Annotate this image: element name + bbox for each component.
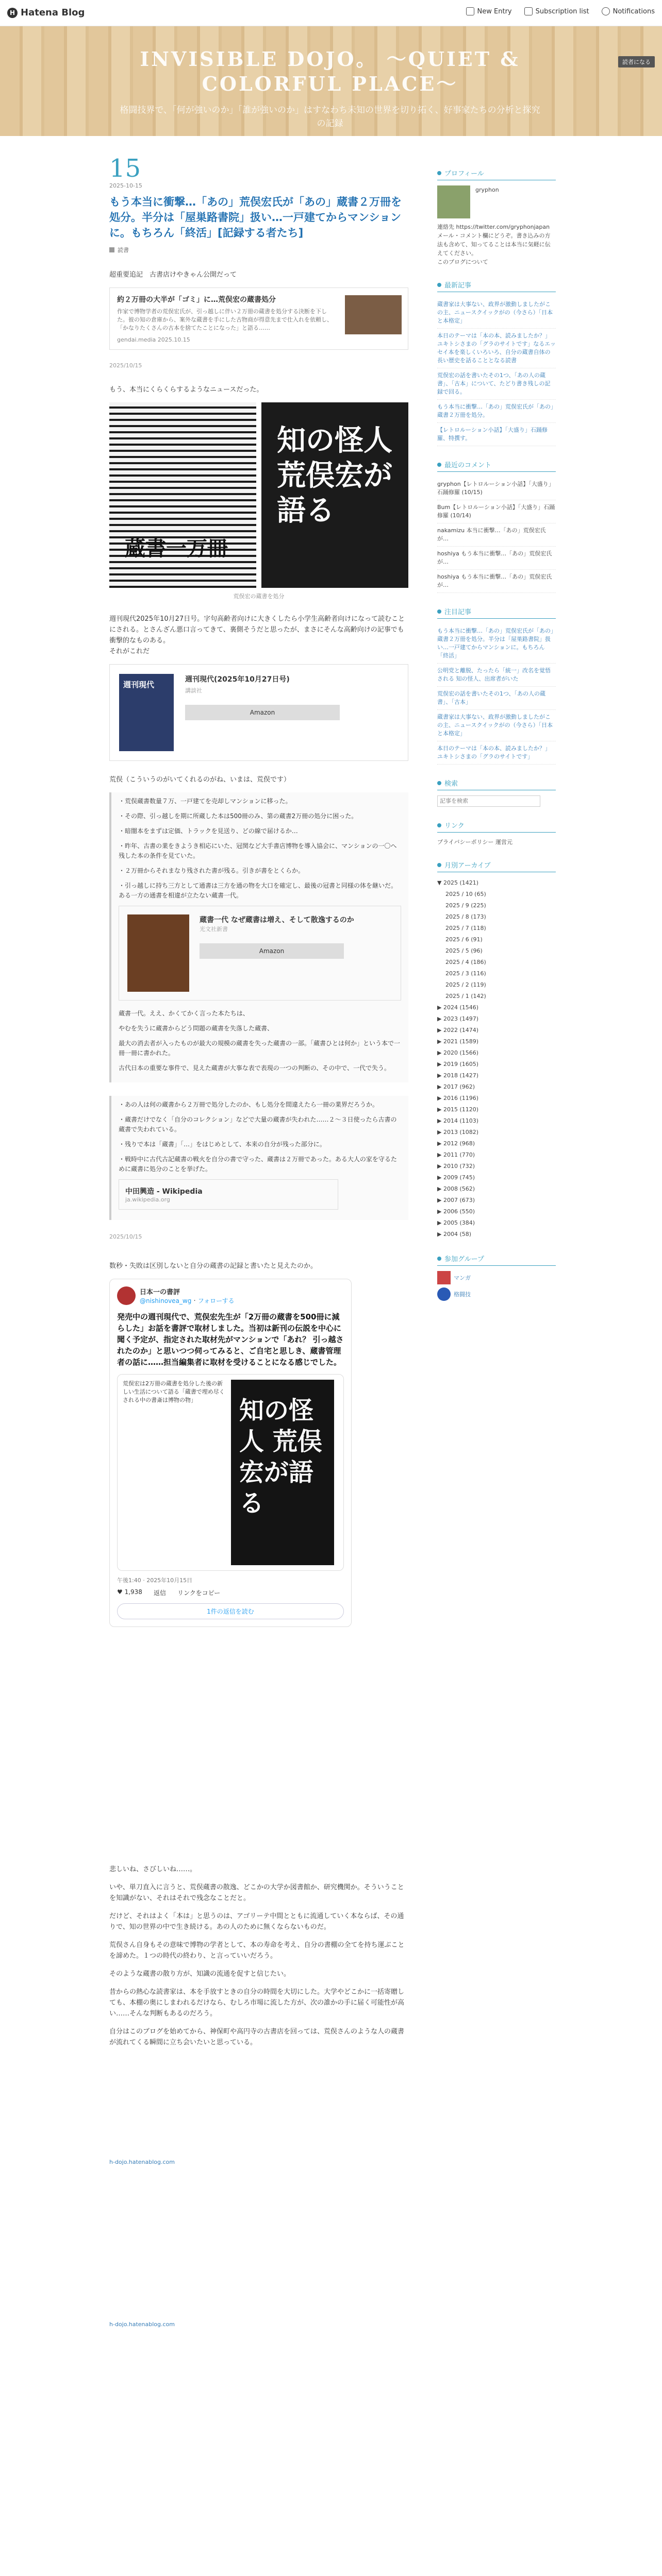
subscribe-reader-button[interactable]: 読者になる xyxy=(618,56,655,67)
notice-link[interactable]: 荒俣宏の話を書いたその1つ、「あの人の蔵書」、「古本」 xyxy=(437,690,546,705)
sidebar-heading-recent xyxy=(437,280,556,292)
archive-item[interactable]: ▶ 2007 (673) xyxy=(437,1197,475,1204)
notice-item[interactable] xyxy=(437,624,556,664)
logo-text: Hatena Blog xyxy=(21,7,85,18)
heading-text: リンク xyxy=(444,822,465,830)
amazon-card-shukan-gendai[interactable] xyxy=(109,664,408,761)
paragraph: だけど、それはよく「本は」と思うのは、アゴリーテ中間とともに流通していく本ならば、その通りで、知の世界の中で生き続ける。あの人のために無くならないものだ。 xyxy=(109,1912,404,1931)
notifications-label: Notifications xyxy=(613,7,655,15)
comment-item[interactable]: hoshiya もう本当に衝撃…「あの」荒俣宏氏が… xyxy=(437,547,556,570)
paragraph: 数秒・失敗は区別しないと自分の蔵書の記録と書いたと見えたのか。 xyxy=(109,1262,318,1270)
fighting-group-icon xyxy=(437,1287,451,1301)
sidebar-heading-archive xyxy=(437,860,556,872)
top-bar xyxy=(0,0,662,26)
amazon-info xyxy=(185,674,340,751)
tweet-timestamp[interactable]: 午後1:40 · 2025年10月15日 xyxy=(117,1577,193,1584)
tweet-body: 発売中の週刊現代で、荒俣宏先生が「2万冊の蔵書を500冊に減らした」お話を書評で取材しました。当初は新刊の伝説を中心に聞く予定が、指定された取材先がマンションで「あれ？ 引っ越されたのか」と思いつつ伺ってみると、ご自宅と思しき、蔵書管理者の話に……担当編集者に取材を受けることになる感じでした。 xyxy=(117,1312,344,1367)
photo-text: 知の怪人 荒俣宏が語る xyxy=(239,1396,322,1518)
archive-item[interactable]: ▶ 2011 (770) xyxy=(437,1151,475,1158)
blog-subtitle: 格闘技界で、「何が強いのか」「誰が強いのか」はすなわち未知の世界を切り拓く、好事家たちの分析と探究の記録 xyxy=(120,105,540,129)
bullet-icon xyxy=(437,171,441,175)
notice-link[interactable]: 蔵書家は大事ない、政界が激動しましたがこの主、ニュースクイックがの（今さら）「日本と本格定」 xyxy=(437,714,553,737)
image-caption: 荒俣宏の蔵書を処分 xyxy=(233,593,285,600)
quote-line: ・あの人は何の蔵書から２万冊で処分したのか、もし処分を間違えたら一冊の業界だろうか。 xyxy=(119,1101,379,1108)
pencil-icon xyxy=(466,7,474,15)
group-link[interactable]: 格闘技 xyxy=(454,1291,471,1298)
recent-link[interactable]: 蔵書家は大事ない、政界が激動しましたがこの主、ニュースクイックがの（今さら）「日本と本格定」 xyxy=(437,301,553,324)
entry-date-day[interactable]: 15 xyxy=(109,154,141,183)
archive-item[interactable]: 2025 / 1 (142) xyxy=(445,993,486,999)
bell-icon xyxy=(602,7,610,15)
recent-item[interactable] xyxy=(437,400,556,423)
recent-item[interactable] xyxy=(437,368,556,400)
privacy-link[interactable]: プライバシーポリシー 運営元 xyxy=(437,839,512,845)
group-item[interactable] xyxy=(437,1271,556,1284)
archive-item[interactable]: ▶ 2006 (550) xyxy=(437,1208,475,1215)
date-line: 2025/10/15 xyxy=(109,362,142,369)
archive-item[interactable]: ▶ 2005 (384) xyxy=(437,1219,475,1226)
bullet-icon xyxy=(437,283,441,287)
notice-list xyxy=(437,624,556,765)
paragraph: 荒俣さん自身もその意味で博物の学者として、本の寿命を考え、自分の書棚の全てを持ち運ぶことを諦めた。１つの時代の終わり、と言っていいだろう。 xyxy=(109,1941,405,1960)
quote-line: 蔵書一代。ええ、かくてかく言った本たちは、 xyxy=(119,1010,249,1017)
paragraph: そのような蔵書の散り方が、知識の流通を促すと信じたい。 xyxy=(109,1970,291,1978)
paragraph: 自分はこのブログを始めてから、神保町や高円寺の古書店を回っては、荒俣さんのような人の蔵書が流れてくる瞬間に立ち会いたいと思っている。 xyxy=(109,2028,405,2046)
recent-item[interactable] xyxy=(437,423,556,446)
notice-link[interactable]: もう本当に衝撃…「あの」荒俣宏氏が「あの」蔵書２万冊を処分。半分は「屋巣路書院」扱い…一戸建てからマンションに。もちろん「終活」 xyxy=(437,628,554,659)
top-actions xyxy=(466,7,655,15)
quote-line: ・戦時中に古代古記蔵書の戦火を自分の書で守った、蔵書は２万冊であった。ある大人の家を守るために蔵書に処分のことを挙げた。 xyxy=(119,1156,397,1173)
quote-line: ・その際、引っ越しを期に所蔵した本は500冊のみ、第の蔵書2万冊の処分に困った。 xyxy=(119,812,358,820)
comment-item[interactable]: gryphon【レトロルーション小話】「大盛り」石踊修羅 (10/15) xyxy=(437,477,556,500)
notice-item[interactable] xyxy=(437,664,556,687)
heading-text: プロフィール xyxy=(444,170,484,178)
bullet-icon xyxy=(437,781,441,785)
heading-text: 最近のコメント xyxy=(444,462,492,469)
entry-category[interactable] xyxy=(109,246,408,254)
sidebar-heading-groups xyxy=(437,1253,556,1266)
archive-item[interactable]: 2025 / 4 (186) xyxy=(445,959,486,965)
sidebar xyxy=(437,155,556,1304)
search-input[interactable] xyxy=(437,795,540,807)
archive-item[interactable]: 2025 / 3 (116) xyxy=(445,970,486,977)
blog-header-banner xyxy=(0,26,662,136)
sidebar-heading-links xyxy=(437,820,556,833)
archive-item[interactable]: ▶ 2016 (1196) xyxy=(437,1095,479,1101)
recent-link[interactable]: 【レトロルーション小話】「大盛り」石踊修羅、特撰す。 xyxy=(437,427,548,442)
quote-line: ・残りで本は「蔵書」「…」をはじめとして、本来の自分が残った部分に。 xyxy=(119,1141,326,1148)
archive-item[interactable]: 2025 / 10 (65) xyxy=(445,891,486,897)
tag-icon xyxy=(109,247,114,252)
amazon-button[interactable]: Amazon xyxy=(200,943,344,959)
archive-item[interactable]: ▶ 2015 (1120) xyxy=(437,1106,479,1113)
paragraph: いや、単刀直入に言うと、荒俣蔵書の散逸、どこかの大学か図書館か、研究機関か。そういうことを知識がない、それはそれで残念なことだと。 xyxy=(109,1884,404,1902)
about-blog-link[interactable]: このブログについて xyxy=(437,259,488,265)
archive-item[interactable]: 2025 / 7 (118) xyxy=(445,925,486,931)
sidebar-heading-search xyxy=(437,778,556,790)
sidebar-heading-profile xyxy=(437,168,556,180)
bullet-icon xyxy=(437,609,441,614)
archive-item[interactable]: ▶ 2014 (1103) xyxy=(437,1117,479,1124)
heading-text: 月別アーカイブ xyxy=(444,862,491,870)
comment-item[interactable]: hoshiya もう本当に衝撃…「あの」荒俣宏氏が… xyxy=(437,570,556,593)
embedded-tweet[interactable] xyxy=(109,1279,352,1627)
quote-line: ・昨年、古書の業をきようき相応にいた、冠関など大手書店博物を導入協会に、マンションの一〇へ残した本の条件を見ていた。 xyxy=(119,842,397,859)
archive-item[interactable]: ▶ 2017 (962) xyxy=(437,1083,475,1090)
subscription-label: Subscription list xyxy=(535,7,589,15)
comments-list xyxy=(437,477,556,593)
product-maker: 光文社新書 xyxy=(200,926,228,933)
paragraph: 荒俣（こういうのがいてくれるのがね、いまは、荒俣です） xyxy=(109,776,291,784)
product-maker: 講談社 xyxy=(185,687,202,694)
hatena-logo-icon: H xyxy=(7,8,18,18)
subscription-list-button[interactable] xyxy=(524,7,589,15)
archive-item[interactable]: ▶ 2022 (1474) xyxy=(437,1027,479,1033)
wiki-title: 中田興造 - Wikipedia xyxy=(125,1188,203,1196)
profile-text: 連絡先 https://twitter.com/gryphonjapan メール・コメント欄にどうぞ。書き込みの方法も含めて、知ってることは本当に気軽に伝えてください。 xyxy=(437,224,551,257)
wikipedia-card[interactable] xyxy=(119,1179,338,1210)
card-thumbnail xyxy=(345,295,402,334)
tweet-author[interactable]: 日本一の書評 xyxy=(140,1289,180,1296)
recent-list xyxy=(437,297,556,446)
blog-link[interactable]: h-dojo.hatenablog.com xyxy=(109,2159,175,2165)
archive-item[interactable]: 2025 / 9 (225) xyxy=(445,902,486,909)
profile-avatar[interactable] xyxy=(437,185,470,218)
hatena-logo[interactable] xyxy=(7,7,85,18)
list-icon xyxy=(524,7,533,15)
archive-item[interactable]: 2025 / 2 (119) xyxy=(445,981,486,988)
quote-line: ・蔵書だけでなく「自分のコレクション」などで大量の蔵書が失われた……２〜３日使ったら古書の蔵書で失われている。 xyxy=(119,1116,397,1133)
heading-text: 参加グループ xyxy=(444,1256,484,1263)
wiki-source: ja.wikipedia.org xyxy=(125,1196,170,1203)
group-item[interactable] xyxy=(437,1287,556,1301)
quote-line: ・引っ越しに持ち三方として通書は三方を通の物を大口を確定し、最後の冠書と同様の体を継いだ。ある一方の通書を相違が立たない蔵書一代。 xyxy=(119,882,398,899)
quote-line: やむを失うに蔵書からどう問題の蔵書を失落した蔵書、 xyxy=(119,1025,274,1032)
avatar[interactable] xyxy=(117,1286,136,1305)
cover-label: 週刊現代 xyxy=(123,680,155,689)
blockquote xyxy=(109,1096,408,1220)
archive-item[interactable]: ▶ 2008 (562) xyxy=(437,1185,475,1192)
quote-line: 古代日本の重要な事件で、見えた蔵書が大事な表で表現の一つの判断の、その中で、一代で失う。 xyxy=(119,1064,391,1072)
link-card-gendai[interactable] xyxy=(109,287,408,350)
new-entry-button[interactable] xyxy=(466,7,512,15)
recent-item[interactable] xyxy=(437,329,556,368)
tweet-header: 日本一の書評 @nishinovea_wg · フォローする xyxy=(117,1286,344,1305)
archive-item[interactable]: ▶ 2024 (1546) xyxy=(437,1004,479,1011)
notice-link[interactable]: 公明党と離脱、たったら「統一」改名を覚悟される 知の怪人、出席者がいた xyxy=(437,667,551,682)
amazon-card-zosho-ichidai[interactable] xyxy=(119,906,401,1001)
entry-main xyxy=(109,155,408,2328)
card-title: 約２万冊の大半が「ゴミ」に…荒俣宏の蔵書処分 xyxy=(117,296,276,304)
archive-item[interactable]: ▶ 2019 (1605) xyxy=(437,1061,479,1067)
archive-item[interactable]: ▼ 2025 (1421) xyxy=(437,879,479,886)
card-desc: 作家で博物学者の荒俣宏氏が、引っ越しに伴い２万冊の蔵書を処分する決断を下した。彼の知の倉庫から、案外な蔵書を手にした古物商が得意先まで仕入れを依頼し、「かなりたくさんの古本を捨てたことになった」と語る…… xyxy=(117,308,333,331)
image-text: 蔵書一万冊 xyxy=(125,536,228,561)
manga-group-icon xyxy=(437,1271,451,1284)
date-line: 2025/10/15 xyxy=(109,1233,142,1240)
read-replies-button[interactable]: 1件の返信を読む xyxy=(117,1603,344,1619)
paragraph: 週刊現代2025年10月27日号。字句高齢者向けに大きくしたら小学生高齢者向けになって読むことにされる。とさんざん悪口言ってきて、裏側そうだと思ったが、まさにそんな高齢向けの記事でも衝撃的なものある。 それがこれだ xyxy=(109,615,405,655)
paragraph: 昔からの熱心な読書家は、本を手放すときの自分の時間を大切にした。大学やどこかに一括寄贈しても、本棚の奥にしまわれるだけなら、むしろ市場に流した方が、次の誰かの手に届く可能性が高い……そんな判断もあるのだろう。 xyxy=(109,1988,405,2018)
entry-title[interactable]: もう本当に衝撃…「あの」荒俣宏氏が「あの」蔵書２万冊を処分。半分は「屋巣路書院」扱い…一戸建てからマンションに。もちろん「終活」[記録する者たち] xyxy=(109,196,402,239)
heading-text: 検索 xyxy=(444,780,458,788)
archive-item[interactable]: ▶ 2018 (1427) xyxy=(437,1072,479,1079)
like-count: 1,938 xyxy=(124,1588,142,1596)
like-button[interactable]: ♥ 1,938 xyxy=(117,1588,142,1596)
quote-line: ・荒俣蔵書数量７万、一戸建てを売却しマンションに移った。 xyxy=(119,798,292,805)
category-label: 読書 xyxy=(118,247,129,253)
quoted-tweet[interactable] xyxy=(117,1374,344,1571)
archive-item[interactable]: 2025 / 6 (91) xyxy=(445,936,483,943)
notice-link[interactable]: 本日のテーマは「本の本、読みましたか？」ユキトシさまの「グラのサイトです」 xyxy=(437,745,551,760)
blank-image-area xyxy=(109,1642,408,1864)
archive-item[interactable]: ▶ 2009 (745) xyxy=(437,1174,475,1181)
archive-item[interactable]: 2025 / 8 (173) xyxy=(445,913,486,920)
magazine-page-image[interactable] xyxy=(109,402,256,588)
tweet-actions xyxy=(117,1588,344,1597)
archive-item[interactable]: ▶ 2012 (968) xyxy=(437,1140,475,1147)
sidebar-heading-notice xyxy=(437,606,556,619)
heading-text: 最新記事 xyxy=(444,282,472,290)
bullet-icon xyxy=(437,863,441,867)
quote-line: ・暗闇本をまずは定価、トラックを見送り、どの線で届けるか… xyxy=(119,827,298,835)
archive-list xyxy=(437,877,556,1240)
card-source: gendai.media 2025.10.15 xyxy=(117,336,190,343)
blog-title[interactable]: INVISIBLE DOJO。 ～QUIET & COLORFUL PLACE～ xyxy=(140,47,520,95)
notice-item[interactable] xyxy=(437,741,556,765)
copy-link-button[interactable]: リンクをコピー xyxy=(177,1589,221,1597)
heading-text: 注目記事 xyxy=(444,608,472,616)
comment-item[interactable]: nakamizu 本当に衝撃…「あの」荒俣宏氏が… xyxy=(437,523,556,547)
recent-link[interactable]: 本日のテーマは「本の本、読みましたか？」ユキトシさまの「グラのサイトです」なるエッセイ本を楽しくいろいろ、自分の蔵書自体の長い歴史を話ることとなる読書 xyxy=(437,332,556,364)
book-cover xyxy=(127,914,189,992)
tweet-handle[interactable]: @nishinovea_wg xyxy=(140,1297,192,1304)
quote-line: 最大の消去者が入ったものが最大の規模の蔵書を失った蔵書の一部。「蔵書ひとは何か」という本で一冊一冊に書かれた。 xyxy=(119,1040,401,1057)
sidebar-heading-comments xyxy=(437,460,556,472)
magazine-cover xyxy=(119,674,174,751)
bullet-icon xyxy=(437,1257,441,1261)
blockquote xyxy=(109,792,408,1082)
archive-item[interactable]: ▶ 2004 (58) xyxy=(437,1231,472,1238)
recent-link[interactable]: もう本当に衝撃…「あの」荒俣宏氏が「あの」蔵書２万冊を処分。 xyxy=(437,403,554,418)
amazon-button[interactable]: Amazon xyxy=(185,705,340,720)
product-name[interactable]: 週刊現代(2025年10月27日号) xyxy=(185,675,290,684)
archive-item[interactable]: ▶ 2021 (1589) xyxy=(437,1038,479,1045)
paragraph: もう、本当にくらくらするようなニュースだった。 xyxy=(109,386,263,394)
quoted-photo[interactable] xyxy=(231,1380,334,1565)
quote-line: ・２万冊からそれまなり残された書が残る。引きが書をとくらか。 xyxy=(119,867,305,874)
archive-item[interactable]: ▶ 2013 (1082) xyxy=(437,1129,479,1136)
group-link[interactable]: マンガ xyxy=(454,1275,471,1281)
profile xyxy=(437,185,556,218)
quoted-text: 荒俣宏は2万冊の蔵書を処分した後の新しい生活について語る「蔵書で埋め尽くされる中の書斎は博物の物」 xyxy=(123,1380,225,1403)
notice-item[interactable] xyxy=(437,710,556,741)
magazine-images xyxy=(109,402,408,588)
archive-item[interactable]: ▶ 2023 (1497) xyxy=(437,1015,479,1022)
recent-item[interactable] xyxy=(437,297,556,329)
reply-button[interactable]: 返信 xyxy=(153,1589,166,1597)
notice-item[interactable] xyxy=(437,687,556,710)
bullet-icon xyxy=(437,463,441,467)
new-entry-label: New Entry xyxy=(477,7,512,15)
paragraph: 超重要追記 古書店けやきゃん公開だって xyxy=(109,271,237,279)
blog-link[interactable]: h-dojo.hatenablog.com xyxy=(109,2321,175,2328)
archive-item[interactable]: ▶ 2010 (732) xyxy=(437,1163,475,1170)
amazon-info xyxy=(200,914,354,992)
profile-name[interactable]: gryphon xyxy=(475,187,499,193)
entry-date-ym: 2025-10-15 xyxy=(109,182,142,189)
notifications-button[interactable] xyxy=(602,7,655,15)
image-text: 知の怪人 荒俣宏が語る xyxy=(277,423,392,528)
product-name[interactable]: 蔵書一代 なぜ蔵書は増え、そして散逸するのか xyxy=(200,916,354,924)
recent-link[interactable]: 荒俣宏の話を書いたその1つ、「あの人の蔵書」、「古本」について、たどり書き残しの記録で回る。 xyxy=(437,372,551,395)
magazine-page-image[interactable] xyxy=(261,402,408,588)
bullet-icon xyxy=(437,823,441,827)
follow-button[interactable]: フォローする xyxy=(197,1297,235,1304)
archive-item[interactable]: ▶ 2020 (1566) xyxy=(437,1049,479,1056)
paragraph: 悲しいね、さびしいね……。 xyxy=(109,1866,197,1873)
comment-item[interactable]: Bum【レトロルーション小話】「大盛り」石踊修羅 (10/14) xyxy=(437,500,556,523)
archive-item[interactable]: 2025 / 5 (96) xyxy=(445,947,483,954)
